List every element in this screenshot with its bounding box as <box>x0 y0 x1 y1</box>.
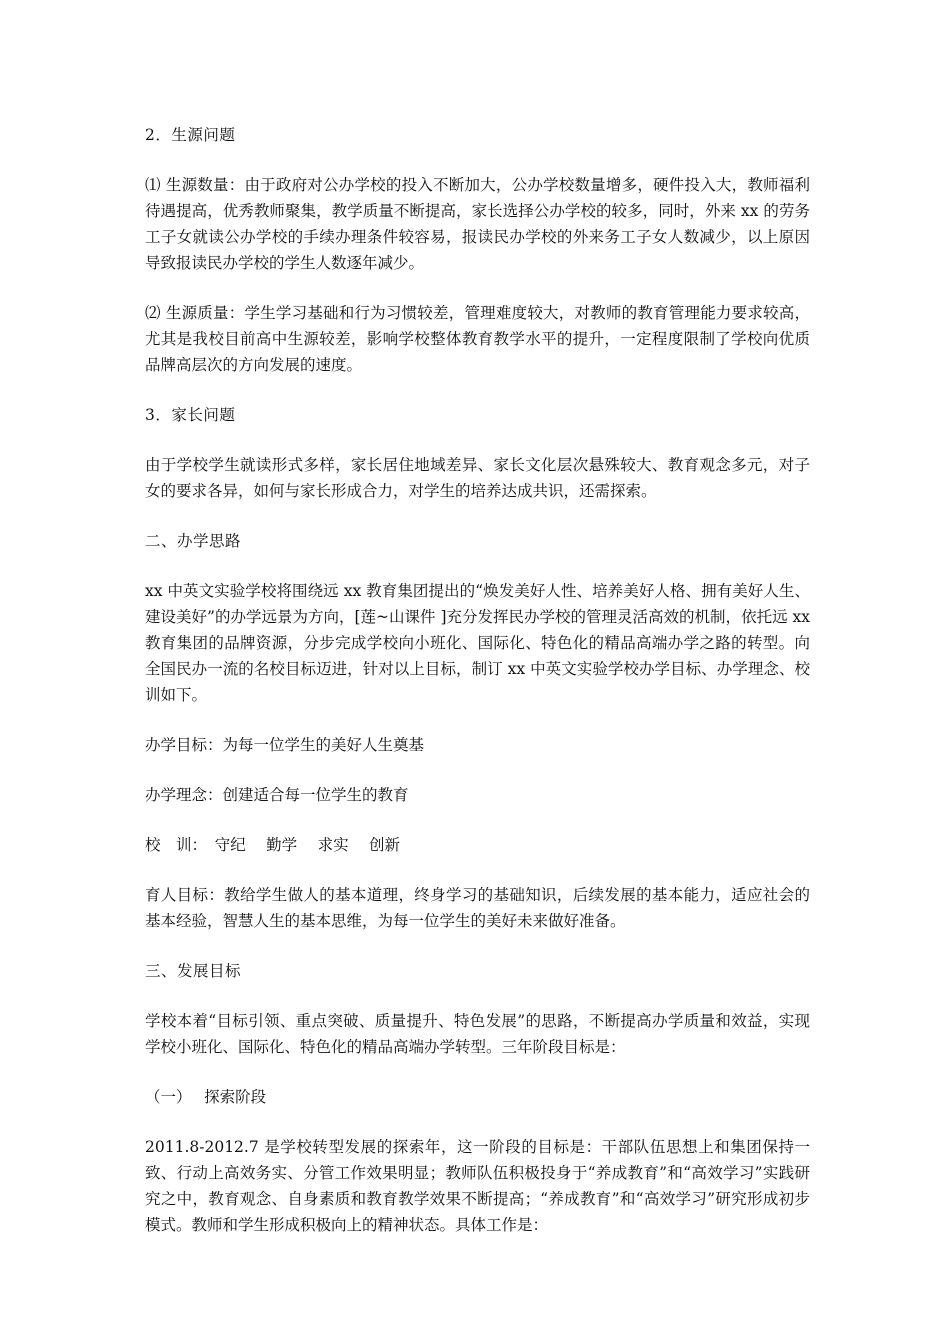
heading-development-goals: 三、发展目标 <box>145 962 242 980</box>
paragraph-exploration-stage: 2011.8-2012.7 是学校转型发展的探索年，这一阶段的目标是：干部队伍思想上和集团保持一致、行动上高效务实、分管工作效果明显；教师队伍积极投身于“养成教育”和“高效学习”实践研究之中，教育观念、自身素质和教育教学效果不断提高；“养成教育”和“高效学习”研究形成初步模式。教师和学生形成积极向上的精神状态。具体工作是： <box>145 1138 810 1234</box>
paragraph-parent-issue: 由于学校学生就读形式多样，家长居住地域差异、家长文化层次悬殊较大、教育观念多元，对子女的要求各异，如何与家长形成合力，对学生的培养达成共识，还需探索。 <box>145 456 810 500</box>
document-page <box>145 122 810 1238</box>
school-goal: 办学目标：为每一位学生的美好人生奠基 <box>145 736 425 754</box>
education-goal: 育人目标：教给学生做人的基本道理，终身学习的基础知识，后续发展的基本能力，适应社会的基本经验，智慧人生的基本思维，为每一位学生的美好未来做好准备。 <box>145 886 810 930</box>
school-motto: 校 训： 守纪 勤学 求实 创新 <box>145 836 401 854</box>
heading-school-philosophy: 二、办学思路 <box>145 532 242 550</box>
paragraph-student-quantity: ⑴ 生源数量：由于政府对公办学校的投入不断加大，公办学校数量增多，硬件投入大，教师福利待遇提高，优秀教师聚集，教学质量不断提高，家长选择公办学校的较多，同时，外来 xx 的劳务工子女就读公办学校的手续办理条件较容易，报读民办学校的外来务工子女人数减少，以上原因导致报读民办学校的学生人数逐年减少。 <box>145 176 810 272</box>
heading-parent-issue: 3．家长问题 <box>145 406 236 424</box>
school-concept: 办学理念：创建适合每一位学生的教育 <box>145 786 409 804</box>
paragraph-student-quality: ⑵ 生源质量：学生学习基础和行为习惯较差，管理难度较大，对教师的教育管理能力要求较高，尤其是我校目前高中生源较差，影响学校整体教育教学水平的提升，一定程度限制了学校向优质品牌高层次的方向发展的速度。 <box>145 304 810 374</box>
paragraph-school-philosophy: xx 中英文实验学校将围绕远 xx 教育集团提出的“焕发美好人性、培养美好人格、拥有美好人生、建设美好”的办学远景为方向，[莲~山课件 ]充分发挥民办学校的管理灵活高效的机制，依托远 xx 教育集团的品牌资源，分步完成学校向小班化、国际化、特色化的精品高端办学之路的转型。向全国民办一流的名校目标迈进，针对以上目标，制订 xx 中英文实验学校办学目标、办学理念、校训如下。 <box>145 582 810 704</box>
heading-exploration-stage: （一） 探索阶段 <box>145 1088 267 1106</box>
paragraph-development-goals: 学校本着“目标引领、重点突破、质量提升、特色发展”的思路，不断提高办学质量和效益，实现学校小班化、国际化、特色化的精品高端办学转型。三年阶段目标是： <box>145 1012 810 1056</box>
heading-student-source: 2．生源问题 <box>145 126 236 144</box>
